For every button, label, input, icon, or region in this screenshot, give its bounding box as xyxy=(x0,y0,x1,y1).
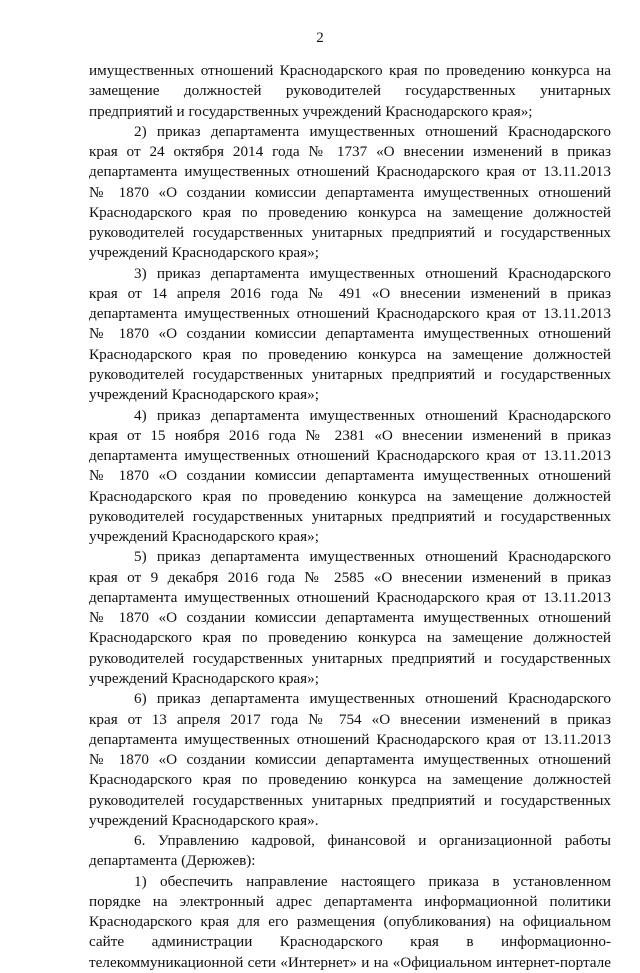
text-line: № 1870 «О создании комиссии департамента имущественных отношений xyxy=(89,751,611,769)
text-line: 6. Управлению кадровой, финансовой и организационной работы xyxy=(134,832,611,850)
text-line: порядке на электронный адрес департамента информационной политики xyxy=(89,892,611,910)
paragraph xyxy=(89,122,611,264)
text-line: 4) приказ департамента имущественных отношений Краснодарского xyxy=(134,406,611,424)
text-line: департамента имущественных отношений Краснодарского края от 13.11.2013 xyxy=(89,447,611,465)
text-line: департамента имущественных отношений Краснодарского края от 13.11.2013 xyxy=(89,588,611,606)
paragraph xyxy=(89,547,611,689)
paragraph xyxy=(89,61,611,122)
text-line: края от 15 ноября 2016 года № 2381 «О внесении изменений в приказ xyxy=(89,426,611,444)
text-line: руководителей государственных унитарных предприятий и государственных xyxy=(89,507,611,525)
text-line: Краснодарского края по проведению конкурса на замещение должностей xyxy=(89,345,611,363)
text-line: учреждений Краснодарского края». xyxy=(89,811,319,829)
text-line: 6) приказ департамента имущественных отношений Краснодарского xyxy=(134,690,611,708)
text-line: предприятий и государственных учреждений Краснодарского края»; xyxy=(89,102,533,120)
text-line: Краснодарского края по проведению конкурса на замещение должностей xyxy=(89,629,611,647)
text-line: департамента имущественных отношений Краснодарского края от 13.11.2013 xyxy=(89,163,611,181)
text-line: департамента имущественных отношений Краснодарского края от 13.11.2013 xyxy=(89,305,611,323)
text-line: имущественных отношений Краснодарского края по проведению конкурса на xyxy=(89,62,611,79)
text-line: 3) приказ департамента имущественных отношений Краснодарского xyxy=(134,264,611,282)
text-line: руководителей государственных унитарных предприятий и государственных xyxy=(89,791,611,809)
text-line: № 1870 «О создании комиссии департамента имущественных отношений xyxy=(89,325,611,343)
paragraph xyxy=(89,831,611,872)
document-body xyxy=(89,61,611,973)
text-line: № 1870 «О создании комиссии департамента имущественных отношений xyxy=(89,183,611,201)
text-line: края от 24 октября 2014 года № 1737 «О внесении изменений в приказ xyxy=(89,143,611,161)
text-line: края от 13 апреля 2017 года № 754 «О внесении изменений в приказ xyxy=(89,710,611,728)
text-line: департамента имущественных отношений Краснодарского края от 13.11.2013 xyxy=(89,730,611,748)
text-line: Краснодарского края для его размещения (опубликования) на официальном xyxy=(89,913,611,931)
text-line: департамента (Дерюжев): xyxy=(89,852,256,870)
text-line: Краснодарского края по проведению конкурса на замещение должностей xyxy=(89,771,611,789)
text-line: 5) приказ департамента имущественных отношений Краснодарского xyxy=(134,548,611,566)
text-line: № 1870 «О создании комиссии департамента имущественных отношений xyxy=(89,467,611,485)
text-line: учреждений Краснодарского края»; xyxy=(89,669,319,687)
paragraph xyxy=(89,406,611,548)
text-line: руководителей государственных унитарных предприятий и государственных xyxy=(89,649,611,667)
text-line: Краснодарского края по проведению конкурса на замещение должностей xyxy=(89,203,611,221)
text-line: 1) обеспечить направление настоящего приказа в установленном xyxy=(134,872,611,890)
text-line: учреждений Краснодарского края»; xyxy=(89,528,319,546)
page-number: 2 xyxy=(316,30,324,46)
text-line: 2) приказ департамента имущественных отношений Краснодарского xyxy=(134,122,611,140)
text-line: сайте администрации Краснодарского края в информационно- xyxy=(89,933,611,951)
text-line: замещение должностей руководителей государственных унитарных xyxy=(89,82,611,100)
text-line: края от 14 апреля 2016 года № 491 «О внесении изменений в приказ xyxy=(89,284,611,302)
text-line: учреждений Краснодарского края»; xyxy=(89,386,319,404)
text-line: телекоммуникационной сети «Интернет» и на «Официальном интернет-портале xyxy=(89,953,611,971)
paragraph xyxy=(89,689,611,831)
text-line: № 1870 «О создании комиссии департамента имущественных отношений xyxy=(89,609,611,627)
text-line: руководителей государственных унитарных предприятий и государственных xyxy=(89,224,611,242)
paragraph xyxy=(89,872,611,973)
text-line: края от 9 декабря 2016 года № 2585 «О внесении изменений в приказ xyxy=(89,568,611,586)
paragraph xyxy=(89,264,611,406)
text-line: учреждений Краснодарского края»; xyxy=(89,244,319,262)
text-line: руководителей государственных унитарных предприятий и государственных xyxy=(89,365,611,383)
text-line: Краснодарского края по проведению конкурса на замещение должностей xyxy=(89,487,611,505)
